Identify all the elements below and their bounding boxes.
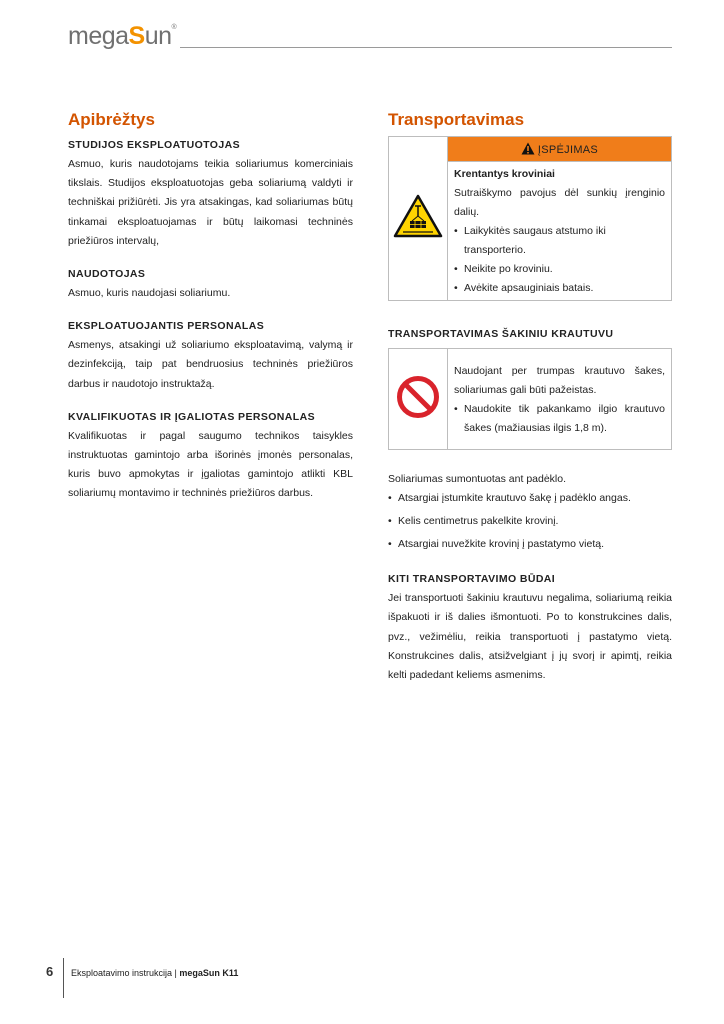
section-text: Asmenys, atsakingi už soliariumo eksploatavimą, valymą ir dezinfekciją, taip pat bendruosius techninės priežiūros darbus ir naudotojo instruktažą.: [68, 339, 353, 390]
warning-header: [448, 137, 672, 162]
footer-rule: [63, 958, 64, 998]
left-column: [68, 108, 353, 504]
right-column: [388, 108, 672, 685]
megasun-logo: megaSun®: [68, 22, 177, 50]
section-text: Asmuo, kuris naudojasi soliariumu.: [68, 287, 231, 300]
list-item: • Laikykitės saugaus atstumo iki transporterio.: [454, 222, 665, 260]
prohibition-text: Naudojant per trumpas krautuvo šakes, soliariumas gali būti pažeistas.: [454, 364, 665, 396]
warning-label: ĮSPĖJIMAS: [537, 144, 599, 156]
section-heading: EKSPLOATUOJANTIS PERSONALAS: [68, 320, 265, 333]
warning-subtitle: Krentantys kroviniai: [454, 168, 555, 180]
page-number: 6: [46, 964, 54, 979]
prohibition-icon: [396, 375, 440, 419]
list-item: • Atsargiai įstumkite krautuvo šakę į padėklo angas.: [388, 489, 672, 508]
section-heading: NAUDOTOJAS: [68, 268, 146, 281]
pallet-list: [388, 489, 672, 554]
list-item: • Atsargiai nuvežkite krovinį į pastatymo vietą.: [388, 535, 672, 554]
warning-list: [454, 222, 665, 298]
prohibition-box: [388, 348, 672, 450]
definitions-title: Apibrėžtys: [68, 110, 155, 129]
warning-box: [388, 136, 672, 301]
header-rule: [180, 47, 672, 48]
pallet-text: Soliariumas sumontuotas ant padėklo.: [388, 473, 567, 485]
other-transport-heading: KITI TRANSPORTAVIMO BŪDAI: [388, 573, 556, 586]
section-heading: STUDIJOS EKSPLOATUOTOJAS: [68, 139, 240, 151]
warning-content: [448, 162, 672, 301]
section-heading: KVALIFIKUOTAS IR ĮGALIOTAS PERSONALAS: [68, 410, 315, 423]
list-item: • Neikite po kroviniu.: [454, 260, 665, 279]
warning-icon-cell: [389, 137, 448, 301]
warning-text: Sutraiškymo pavojus dėl sunkių įrenginio dalių.: [454, 187, 665, 218]
prohibition-content: [448, 349, 672, 450]
other-transport-text: Jei transportuoti šakiniu krautuvu negalima, soliariumą reikia išpakuoti ir iš dalies išmontuoti. Po to konstrukcines dalis, pvz., vežimėliu, reikia transportuoti į pastatymo vietą. Konstrukcines dalis, atsižvelgiant į jų svorį ir apimtį, reikia kelti padedant keliems asmenims.: [388, 592, 672, 682]
transport-title: Transportavimas: [388, 110, 525, 129]
list-item: • Kelis centimetrus pakelkite krovinį.: [388, 512, 672, 531]
suspended-load-warning-icon: [393, 194, 443, 238]
footer-text: Eksploatavimo instrukcija | megaSun K11: [71, 968, 239, 978]
prohibition-icon-cell: [389, 349, 448, 450]
section-text: Kvalifikuotas ir pagal saugumo technikos taisykles instruktuotas gamintojo arba išorinės įmonės personalas, kuris buvo apmokytas ir įgaliotas gamintojo atlikti KBL soliariumų montavimo ir techninės priežiūros darbus.: [68, 429, 353, 500]
prohibition-list: [454, 400, 665, 438]
section-text: Asmuo, kuris naudotojams teikia soliariumus komerciniais tikslais. Studijos eksploatuotojas geba soliariumą valdyti ir techniškai prižiūrėti. Jis yra atsakingas, kad soliariumas būtų tinkamai eksploatuojamas ir būtų laikomasi techninės priežiūros intervalų,: [68, 158, 353, 247]
list-item: • Naudokite tik pakankamo ilgio krautuvo šakes (mažiausias ilgis 1,8 m).: [454, 400, 665, 438]
forklift-heading: TRANSPORTAVIMAS ŠAKINIU KRAUTUVU: [388, 328, 614, 340]
warning-triangle-icon: [521, 142, 535, 155]
list-item: • Avėkite apsauginiais batais.: [454, 279, 665, 298]
